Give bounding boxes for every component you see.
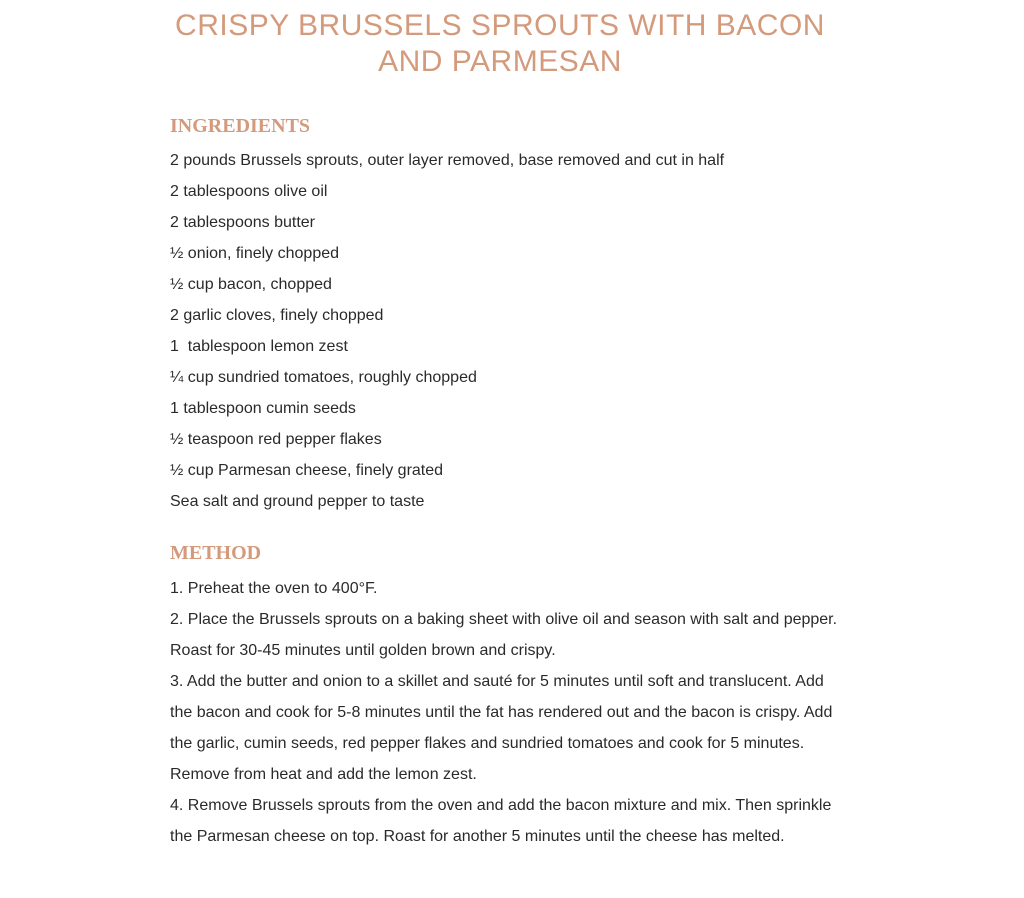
- ingredient-item: 2 tablespoons butter: [170, 214, 315, 231]
- method-step: 2. Place the Brussels sprouts on a baking sheet with olive oil and season with salt and pepper. Roast for 30-45 minutes until golden brown and crispy.: [170, 611, 838, 659]
- ingredient-item: ½ teaspoon red pepper flakes: [170, 431, 382, 448]
- ingredients-list: [170, 145, 850, 517]
- ingredients-heading: INGREDIENTS: [170, 115, 311, 137]
- ingredient-item: 1 tablespoon lemon zest: [170, 338, 348, 355]
- method-step: 3. Add the butter and onion to a skillet and sauté for 5 minutes until soft and translucent. Add the bacon and cook for 5-8 minutes until the fat has rendered out and the bacon is crispy. Add the garlic, cumin seeds, red pepper flakes and sundried tomatoes and cook for 5 minutes. Remove from heat and add the lemon zest.: [170, 673, 833, 783]
- ingredient-item: 2 tablespoons olive oil: [170, 183, 328, 200]
- method-step: 4. Remove Brussels sprouts from the oven and add the bacon mixture and mix. Then sprinkle the Parmesan cheese on top. Roast for another 5 minutes until the cheese has melted.: [170, 797, 832, 845]
- ingredient-item: ¼ cup sundried tomatoes, roughly chopped: [170, 369, 477, 386]
- ingredient-item: 2 garlic cloves, finely chopped: [170, 307, 384, 324]
- recipe-content: [170, 113, 850, 852]
- ingredient-item: 2 pounds Brussels sprouts, outer layer removed, base removed and cut in half: [170, 152, 725, 169]
- recipe-title: CRISPY BRUSSELS SPROUTS WITH BACON AND PARMESAN: [175, 9, 825, 78]
- ingredient-item: ½ cup Parmesan cheese, finely grated: [170, 462, 444, 479]
- ingredient-item: ½ cup bacon, chopped: [170, 276, 332, 293]
- method-heading: METHOD: [170, 542, 262, 564]
- ingredient-item: 1 tablespoon cumin seeds: [170, 400, 356, 417]
- ingredient-item: ½ onion, finely chopped: [170, 245, 340, 262]
- method-steps: [170, 573, 850, 852]
- ingredient-item: Sea salt and ground pepper to taste: [170, 493, 425, 510]
- method-step: 1. Preheat the oven to 400°F.: [170, 580, 378, 597]
